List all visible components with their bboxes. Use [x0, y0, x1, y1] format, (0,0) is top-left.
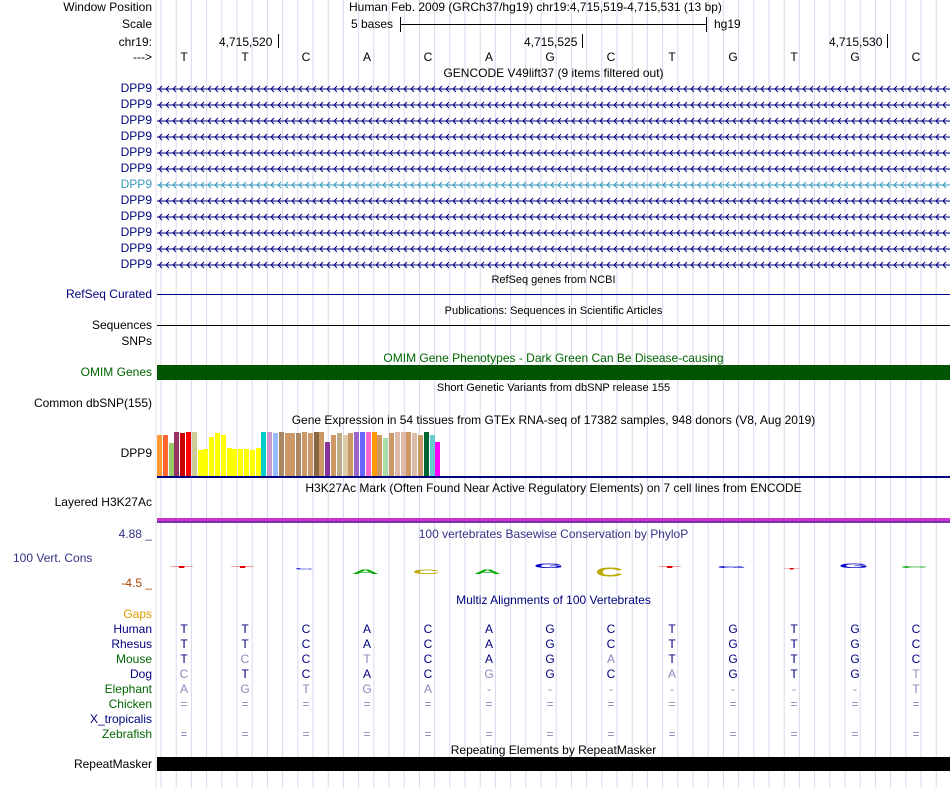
gencode-transcript-line[interactable]	[157, 244, 950, 254]
gtex-tissue-bar[interactable]	[215, 433, 220, 476]
multiz-base: T	[790, 667, 798, 681]
multiz-base: T	[668, 637, 676, 651]
gtex-tissue-bar[interactable]	[406, 432, 411, 476]
multiz-base: C	[301, 667, 311, 681]
multiz-base: C	[301, 622, 311, 636]
multiz-species-label[interactable]: Dog	[129, 667, 152, 681]
multiz-base: =	[790, 727, 798, 741]
gtex-tissue-bar[interactable]	[290, 433, 295, 476]
gencode-transcript-line[interactable]	[157, 100, 950, 110]
refseq-track-title[interactable]: RefSeq genes from NCBI	[491, 274, 616, 286]
multiz-base: C	[240, 652, 250, 666]
gtex-tissue-bar[interactable]	[267, 432, 272, 476]
gtex-tissue-bar[interactable]	[418, 435, 423, 476]
multiz-base: G	[850, 637, 860, 651]
multiz-base: =	[851, 697, 859, 711]
multiz-base: C	[301, 637, 311, 651]
gtex-tissue-bar[interactable]	[348, 433, 353, 476]
coordinate-tick-2	[582, 34, 583, 48]
gencode-transcript-line[interactable]	[157, 196, 950, 206]
multiz-base: A	[423, 682, 432, 696]
multiz-species-label[interactable]: Rhesus	[111, 637, 152, 651]
sequences-line[interactable]	[157, 325, 950, 326]
multiz-base: A	[362, 637, 371, 651]
gaps-label: Gaps	[123, 607, 152, 621]
gtex-tissue-bar[interactable]	[244, 449, 249, 476]
gtex-tissue-bar[interactable]	[401, 432, 406, 476]
multiz-species-label[interactable]: Chicken	[108, 697, 152, 711]
multiz-base: A	[484, 652, 493, 666]
phylop-base-glyph[interactable]: G	[838, 562, 869, 570]
multiz-base: -	[792, 682, 796, 696]
multiz-base: =	[302, 727, 310, 741]
gtex-tissue-bar[interactable]	[174, 432, 179, 476]
multiz-base: G	[728, 622, 738, 636]
gtex-tissue-bar[interactable]	[285, 433, 290, 476]
gtex-tissue-bar[interactable]	[232, 449, 237, 476]
gencode-transcript-line[interactable]	[157, 116, 950, 126]
multiz-base: -	[731, 682, 735, 696]
phylop-base-glyph[interactable]: T	[230, 565, 255, 569]
dna-base: A	[484, 50, 493, 64]
gtex-tissue-bar[interactable]	[372, 432, 377, 476]
multiz-base: =	[607, 727, 615, 741]
gtex-tissue-bar[interactable]	[296, 433, 301, 476]
multiz-base: T	[241, 637, 249, 651]
multiz-base: =	[668, 727, 676, 741]
gtex-tissue-bar[interactable]	[261, 432, 266, 476]
multiz-base: =	[485, 697, 493, 711]
gencode-transcript-line[interactable]	[157, 148, 950, 158]
gencode-transcript-label[interactable]: DPP9	[120, 145, 152, 159]
h3k27ac-track-label[interactable]: Layered H3K27Ac	[54, 495, 152, 509]
multiz-base: A	[362, 667, 371, 681]
gencode-transcript-line[interactable]	[157, 84, 950, 94]
gtex-tissue-bar[interactable]	[412, 433, 417, 476]
gtex-tissue-bar[interactable]	[186, 432, 191, 476]
multiz-base: =	[424, 697, 432, 711]
multiz-base: G	[728, 667, 738, 681]
scale-bar-left-tick	[400, 17, 401, 32]
multiz-base: G	[728, 652, 738, 666]
phylop-base-glyph[interactable]: C	[595, 564, 624, 580]
phylop-base-glyph[interactable]: G	[716, 565, 747, 569]
gtex-tissue-bar[interactable]	[256, 448, 261, 476]
gencode-transcript-line[interactable]	[157, 180, 950, 190]
gtex-tissue-bar[interactable]	[383, 438, 388, 476]
multiz-base: -	[487, 682, 491, 696]
dna-base: G	[850, 50, 860, 64]
multiz-base: =	[912, 697, 920, 711]
coordinate-tick-1	[278, 34, 279, 48]
repeatmasker-bar[interactable]	[157, 757, 950, 771]
multiz-base: T	[790, 652, 798, 666]
gencode-transcript-label[interactable]: DPP9	[120, 177, 152, 191]
phylop-base-glyph[interactable]: T	[783, 567, 800, 571]
dna-base: C	[911, 50, 921, 64]
gtex-tissue-bar[interactable]	[337, 433, 342, 476]
dna-base: G	[728, 50, 738, 64]
multiz-base: =	[363, 727, 371, 741]
multiz-base: C	[606, 667, 616, 681]
publications-track-title[interactable]: Publications: Sequences in Scientific Articles	[444, 305, 663, 317]
phylop-track-label[interactable]: 100 Vert. Cons	[13, 551, 93, 565]
gtex-tissue-bar[interactable]	[377, 435, 382, 476]
omim-track-label[interactable]: OMIM Genes	[80, 365, 152, 379]
gtex-tissue-bar[interactable]	[395, 432, 400, 476]
gtex-tissue-bar[interactable]	[209, 437, 214, 476]
multiz-base: =	[729, 727, 737, 741]
gtex-tissue-bar[interactable]	[227, 448, 232, 476]
multiz-base: -	[670, 682, 674, 696]
gtex-tissue-bar[interactable]	[389, 433, 394, 476]
multiz-base: G	[545, 652, 555, 666]
chromosome-label: chr19:	[118, 35, 152, 49]
dna-base: A	[362, 50, 371, 64]
gtex-tissue-bar[interactable]	[319, 432, 324, 476]
gencode-transcript-label[interactable]: DPP9	[120, 257, 152, 271]
gtex-tissue-bar[interactable]	[198, 450, 203, 476]
multiz-base: A	[667, 667, 676, 681]
multiz-species-label[interactable]: Zebrafish	[101, 727, 152, 741]
multiz-base: =	[790, 697, 798, 711]
multiz-base: =	[302, 697, 310, 711]
multiz-base: =	[546, 697, 554, 711]
coordinate-tick-3	[887, 34, 888, 48]
dna-base: G	[545, 50, 555, 64]
multiz-base: G	[240, 682, 250, 696]
phylop-base-glyph[interactable]: G	[533, 562, 564, 570]
refseq-track-label[interactable]: RefSeq Curated	[65, 287, 152, 301]
gtex-tissue-bar[interactable]	[163, 435, 168, 476]
multiz-base: C	[606, 622, 616, 636]
omim-gene-bar[interactable]	[157, 365, 950, 380]
multiz-base: A	[484, 622, 493, 636]
snps-track-label[interactable]: SNPs	[121, 334, 152, 348]
multiz-base: G	[545, 622, 555, 636]
gtex-tissue-bar[interactable]	[273, 433, 278, 476]
coordinate-label-3: 4,715,530	[829, 35, 883, 49]
gtex-tissue-bar[interactable]	[279, 432, 284, 476]
gencode-transcript-line[interactable]	[157, 228, 950, 238]
gencode-track-title[interactable]: GENCODE V49lift37 (9 items filtered out)	[443, 66, 664, 80]
common-dbsnp-track-label[interactable]: Common dbSNP(155)	[33, 396, 152, 410]
multiz-base: T	[241, 667, 249, 681]
multiz-base: T	[363, 652, 371, 666]
phylop-base-glyph[interactable]: C	[412, 568, 441, 576]
gtex-tissue-bar[interactable]	[192, 432, 197, 476]
multiz-base: C	[911, 622, 921, 636]
multiz-base: C	[423, 622, 433, 636]
multiz-base: C	[423, 637, 433, 651]
multiz-base: G	[850, 652, 860, 666]
h3k27ac-signal[interactable]	[157, 518, 950, 523]
assembly-label: hg19	[714, 17, 741, 31]
multiz-base: T	[790, 622, 798, 636]
multiz-species-label[interactable]: X_tropicalis	[89, 712, 152, 726]
multiz-base: =	[180, 697, 188, 711]
multiz-base: -	[548, 682, 552, 696]
phylop-base-glyph[interactable]: A	[351, 568, 380, 576]
multiz-base: A	[362, 622, 371, 636]
multiz-base: G	[545, 637, 555, 651]
gtex-tissue-bar[interactable]	[180, 433, 185, 476]
gtex-tissue-bar[interactable]	[221, 435, 226, 476]
gencode-transcript-line[interactable]	[157, 212, 950, 222]
multiz-base: G	[850, 667, 860, 681]
gencode-transcript-label[interactable]: DPP9	[120, 113, 152, 127]
multiz-base: G	[850, 622, 860, 636]
dna-base: T	[180, 50, 188, 64]
gencode-transcript-label[interactable]: DPP9	[120, 161, 152, 175]
dbsnp-track-title[interactable]: Short Genetic Variants from dbSNP release 155	[436, 382, 671, 394]
coordinate-label-2: 4,715,525	[524, 35, 578, 49]
multiz-base: T	[302, 682, 310, 696]
multiz-base: C	[911, 652, 921, 666]
gtex-tissue-bar[interactable]	[331, 435, 336, 476]
multiz-base: T	[912, 667, 920, 681]
gencode-transcript-label[interactable]: DPP9	[120, 129, 152, 143]
scale-text: 5 bases	[351, 17, 394, 31]
gtex-tissue-bar[interactable]	[360, 432, 365, 476]
multiz-base: C	[179, 667, 189, 681]
multiz-base: C	[606, 637, 616, 651]
multiz-base: G	[362, 682, 372, 696]
h3k27ac-track-title[interactable]: H3K27Ac Mark (Often Found Near Active Regulatory Elements) on 7 cell lines from ENCODE	[305, 481, 802, 495]
multiz-base: G	[484, 667, 494, 681]
dna-base: C	[606, 50, 616, 64]
gencode-transcript-label[interactable]: DPP9	[120, 225, 152, 239]
phylop-track-title[interactable]: 100 vertebrates Basewise Conservation by PhyloP	[418, 527, 689, 541]
multiz-base: =	[912, 727, 920, 741]
multiz-base: T	[790, 637, 798, 651]
omim-track-title[interactable]: OMIM Gene Phenotypes - Dark Green Can Be Disease-causing	[383, 351, 724, 365]
gtex-tissue-bar[interactable]	[314, 432, 319, 476]
multiz-species-label[interactable]: Human	[113, 622, 152, 636]
multiz-base: A	[484, 637, 493, 651]
multiz-base: =	[241, 727, 249, 741]
multiz-species-label[interactable]: Mouse	[115, 652, 152, 666]
gencode-transcript-label[interactable]: DPP9	[120, 97, 152, 111]
multiz-base: T	[668, 622, 676, 636]
gencode-transcript-line[interactable]	[157, 260, 950, 270]
multiz-base: =	[424, 727, 432, 741]
dna-base: C	[423, 50, 433, 64]
gtex-tissue-bar[interactable]	[250, 450, 255, 476]
multiz-base: T	[180, 622, 188, 636]
phylop-base-glyph[interactable]: C	[294, 567, 314, 571]
coordinate-label-1: 4,715,520	[219, 35, 273, 49]
phylop-base-glyph[interactable]: T	[169, 565, 194, 569]
multiz-base: C	[423, 652, 433, 666]
multiz-base: =	[180, 727, 188, 741]
multiz-base: T	[668, 652, 676, 666]
strand-label: --->	[133, 50, 152, 64]
multiz-base: -	[609, 682, 613, 696]
gtex-track-title[interactable]: Gene Expression in 54 tissues from GTEx RNA-seq of 17382 samples, 948 donors (V8, Aug 2019)	[291, 413, 816, 427]
dna-base: C	[301, 50, 311, 64]
gencode-transcript-label[interactable]: DPP9	[120, 209, 152, 223]
multiz-base: G	[545, 667, 555, 681]
multiz-base: T	[241, 622, 249, 636]
multiz-base: =	[668, 697, 676, 711]
multiz-base: C	[301, 652, 311, 666]
gtex-tissue-bar[interactable]	[424, 432, 429, 476]
repeatmasker-track-title[interactable]: Repeating Elements by RepeatMasker	[450, 743, 657, 757]
gtex-tissue-bar[interactable]	[354, 432, 359, 476]
gtex-tissue-bar[interactable]	[302, 432, 307, 476]
gtex-track-label[interactable]: DPP9	[120, 446, 152, 460]
multiz-base: =	[485, 727, 493, 741]
multiz-base: =	[851, 727, 859, 741]
dna-base: T	[241, 50, 249, 64]
gtex-tissue-bar[interactable]	[325, 442, 330, 476]
multiz-base: C	[911, 637, 921, 651]
gtex-tissue-bar[interactable]	[238, 449, 243, 476]
multiz-base: C	[423, 667, 433, 681]
scale-bar	[400, 24, 707, 25]
multiz-base: -	[853, 682, 857, 696]
dna-base: T	[668, 50, 676, 64]
gencode-transcript-line[interactable]	[157, 164, 950, 174]
scale-bar-right-tick	[706, 17, 707, 32]
multiz-base: A	[179, 682, 188, 696]
multiz-base: =	[363, 697, 371, 711]
multiz-base: G	[728, 637, 738, 651]
gtex-tissue-bar[interactable]	[157, 435, 162, 476]
phylop-min-label: -4.5 _	[121, 576, 152, 590]
scale-label: Scale	[121, 17, 152, 31]
multiz-base: T	[180, 637, 188, 651]
gtex-tissue-bar[interactable]	[308, 433, 313, 476]
multiz-base: =	[729, 697, 737, 711]
gencode-transcript-line[interactable]	[157, 132, 950, 142]
phylop-max-label: 4.88 _	[118, 527, 152, 541]
multiz-base: =	[241, 697, 249, 711]
repeatmasker-track-label[interactable]: RepeatMasker	[73, 757, 152, 771]
gtex-baseline	[157, 476, 950, 478]
gencode-transcript-label[interactable]: DPP9	[120, 193, 152, 207]
multiz-base: =	[607, 697, 615, 711]
multiz-species-label[interactable]: Elephant	[104, 682, 152, 696]
multiz-track-title[interactable]: Multiz Alignments of 100 Vertebrates	[456, 593, 651, 607]
gtex-tissue-bar[interactable]	[343, 435, 348, 476]
multiz-base: T	[180, 652, 188, 666]
gtex-tissue-bar[interactable]	[203, 449, 208, 476]
window-position-value[interactable]: Human Feb. 2009 (GRCh37/hg19) chr19:4,715,519-4,715,531 (13 bp)	[349, 0, 722, 14]
refseq-gene-line[interactable]	[157, 294, 950, 295]
gtex-tissue-bar[interactable]	[366, 432, 371, 476]
multiz-base: A	[606, 652, 615, 666]
gtex-tissue-bar[interactable]	[435, 442, 440, 476]
multiz-base: =	[546, 727, 554, 741]
gtex-tissue-bar[interactable]	[169, 443, 174, 476]
phylop-base-glyph[interactable]: A	[473, 568, 502, 576]
gencode-transcript-label[interactable]: DPP9	[120, 81, 152, 95]
phylop-base-glyph[interactable]: T	[657, 565, 682, 569]
sequences-track-label[interactable]: Sequences	[91, 318, 152, 332]
window-position-label: Window Position	[63, 0, 152, 14]
multiz-base: T	[912, 682, 920, 696]
gencode-transcript-label[interactable]: DPP9	[120, 241, 152, 255]
phylop-base-glyph[interactable]: C	[900, 565, 929, 569]
dna-base: T	[790, 50, 798, 64]
gtex-tissue-bar[interactable]	[430, 435, 435, 476]
